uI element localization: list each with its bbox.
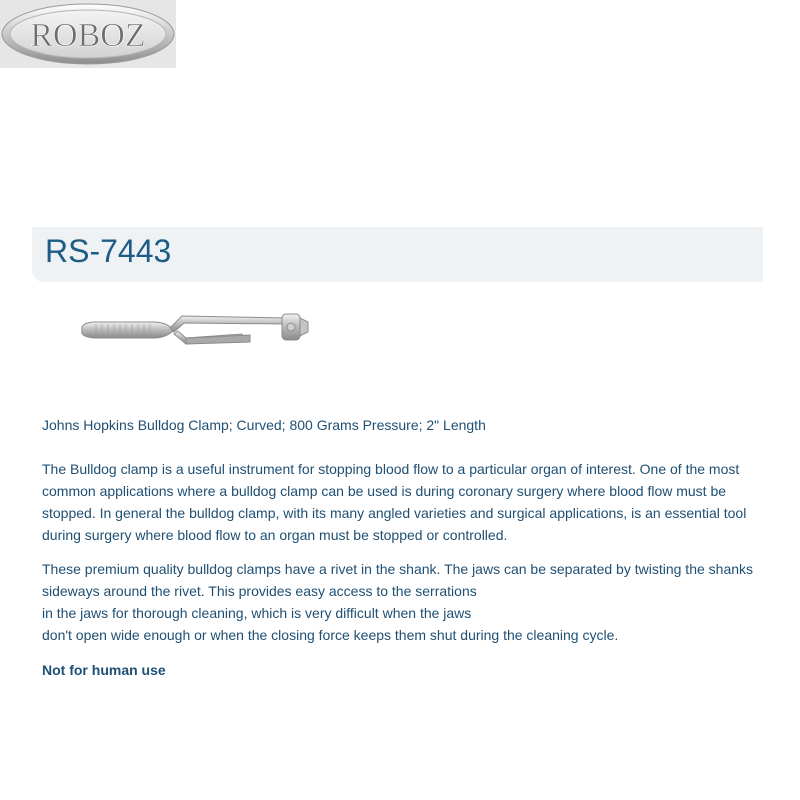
title-band [32, 227, 763, 282]
description-paragraph-1: The Bulldog clamp is a useful instrument for stopping blood flow to a particular organ of interest. One of the most common applications where a bulldog clamp can be used is during coronary surgery where blood flow must be stopped. In general the bulldog clamp, with its many angled varieties and surgical applications, is an essential tool during surgery where blood flow to an organ must be stopped or controlled. [42, 461, 747, 543]
description-paragraph-2 [42, 558, 754, 646]
brand-logo[interactable] [0, 0, 176, 68]
description-line: don't open wide enough or when the closing force keeps them shut during the cleaning cycle. [42, 627, 619, 643]
description-line: in the jaws for thorough cleaning, which is very difficult when the jaws [42, 605, 472, 621]
usage-note: Not for human use [42, 662, 166, 678]
roboz-logo-icon [0, 0, 176, 68]
logo-text: ROBOZ [30, 17, 146, 54]
bulldog-clamp-image [74, 308, 314, 354]
product-subtitle: Johns Hopkins Bulldog Clamp; Curved; 800 Grams Pressure; 2" Length [42, 417, 486, 433]
description-line: These premium quality bulldog clamps have a rivet in the shank. The jaws can be separated by twisting the shanks [42, 561, 754, 577]
product-description [42, 414, 754, 681]
product-code-title: RS-7443 [45, 233, 172, 269]
description-line: sideways around the rivet. This provides easy access to the serrations [42, 583, 477, 599]
